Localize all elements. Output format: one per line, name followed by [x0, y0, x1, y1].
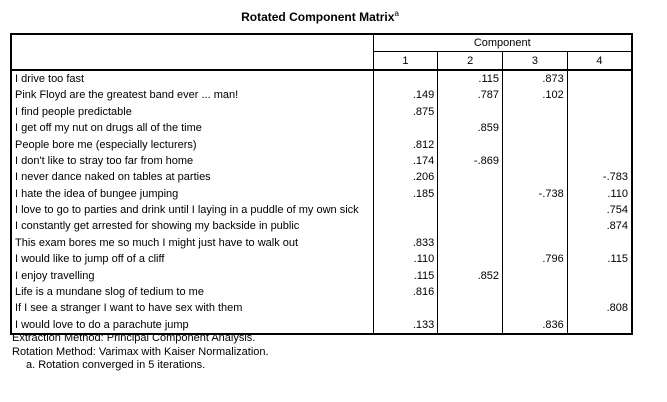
loading-cell-component-1: .206: [373, 169, 438, 185]
loading-cell-component-3: -.738: [503, 186, 568, 202]
column-header-4: 4: [567, 52, 632, 70]
loading-cell-component-4: .808: [567, 300, 632, 316]
table-row: [11, 169, 632, 185]
loading-cell-component-2: .115: [438, 70, 503, 87]
table-row: [11, 87, 632, 103]
column-header-3: 3: [503, 52, 568, 70]
loading-cell-component-1: .149: [373, 87, 438, 103]
row-label: Life is a mundane slog of tedium to me: [11, 284, 373, 300]
loading-cell-component-3: [503, 136, 568, 152]
loading-cell-component-1: .875: [373, 104, 438, 120]
loading-cell-component-2: [438, 169, 503, 185]
loading-cell-component-1: .133: [373, 317, 438, 334]
loading-cell-component-4: [567, 87, 632, 103]
loading-cell-component-3: .102: [503, 87, 568, 103]
loading-cell-component-1: .185: [373, 186, 438, 202]
loading-cell-component-2: [438, 136, 503, 152]
row-label: I would like to jump off of a cliff: [11, 251, 373, 267]
loading-cell-component-1: [373, 120, 438, 136]
loading-cell-component-3: .796: [503, 251, 568, 267]
loading-cell-component-3: [503, 235, 568, 251]
loading-cell-component-3: [503, 300, 568, 316]
loading-cell-component-3: [503, 104, 568, 120]
row-label: I constantly get arrested for showing my backside in public: [11, 218, 373, 234]
loading-cell-component-2: -.869: [438, 153, 503, 169]
component-group-header: Component: [373, 34, 632, 52]
title-footnote-marker: a: [394, 9, 399, 18]
loading-cell-component-1: .812: [373, 136, 438, 152]
loading-cell-component-2: [438, 284, 503, 300]
row-label: I enjoy travelling: [11, 267, 373, 283]
loading-cell-component-3: .836: [503, 317, 568, 334]
table-row: [11, 267, 632, 283]
row-label: I hate the idea of bungee jumping: [11, 186, 373, 202]
row-label: If I see a stranger I want to have sex with them: [11, 300, 373, 316]
loading-cell-component-2: [438, 202, 503, 218]
table-row: [11, 300, 632, 316]
table-row: [11, 70, 632, 87]
loading-cell-component-2: [438, 251, 503, 267]
table-row: [11, 153, 632, 169]
matrix-body: [11, 70, 632, 334]
loading-cell-component-1: .174: [373, 153, 438, 169]
table-footnotes: [12, 332, 269, 373]
table-row: [11, 218, 632, 234]
rotation-method-note: Rotation Method: Varimax with Kaiser Normalization.: [12, 345, 269, 358]
loading-cell-component-4: .754: [567, 202, 632, 218]
rotated-component-matrix: [10, 33, 633, 335]
loading-cell-component-3: [503, 202, 568, 218]
loading-cell-component-2: [438, 186, 503, 202]
loading-cell-component-4: .874: [567, 218, 632, 234]
row-label: This exam bores me so much I might just have to walk out: [11, 235, 373, 251]
loading-cell-component-3: .873: [503, 70, 568, 87]
loading-cell-component-4: [567, 136, 632, 152]
loading-cell-component-4: [567, 153, 632, 169]
loading-cell-component-3: [503, 284, 568, 300]
table-row: [11, 251, 632, 267]
loading-cell-component-4: [567, 120, 632, 136]
column-header-2: 2: [438, 52, 503, 70]
loading-cell-component-4: [567, 317, 632, 334]
row-label: I find people predictable: [11, 104, 373, 120]
loading-cell-component-1: [373, 70, 438, 87]
table-row: [11, 235, 632, 251]
row-label: I never dance naked on tables at parties: [11, 169, 373, 185]
row-label: I drive too fast: [11, 70, 373, 87]
row-label: People bore me (especially lecturers): [11, 136, 373, 152]
table-row: [11, 202, 632, 218]
row-label: I don't like to stray too far from home: [11, 153, 373, 169]
loading-cell-component-1: .110: [373, 251, 438, 267]
loading-cell-component-1: .816: [373, 284, 438, 300]
loading-cell-component-3: [503, 169, 568, 185]
loading-cell-component-1: .115: [373, 267, 438, 283]
loading-cell-component-3: [503, 267, 568, 283]
table-row: [11, 186, 632, 202]
table-row: [11, 136, 632, 152]
loading-cell-component-2: [438, 300, 503, 316]
loading-cell-component-4: .115: [567, 251, 632, 267]
convergence-note: a. Rotation converged in 5 iterations.: [26, 359, 206, 371]
header-row-group: [11, 34, 632, 52]
loading-cell-component-2: [438, 218, 503, 234]
loading-cell-component-3: [503, 153, 568, 169]
row-label: I get off my nut on drugs all of the time: [11, 120, 373, 136]
loading-cell-component-1: .833: [373, 235, 438, 251]
table-row: [11, 120, 632, 136]
table-title: [0, 9, 640, 24]
loading-cell-component-1: [373, 218, 438, 234]
loading-cell-component-2: .859: [438, 120, 503, 136]
table-row: [11, 104, 632, 120]
header-corner-cell: [11, 34, 373, 70]
loading-cell-component-2: [438, 104, 503, 120]
table-title-text: Rotated Component Matrix: [241, 10, 395, 24]
extraction-method-note: Extraction Method: Principal Component Analysis.: [12, 332, 256, 344]
loading-cell-component-4: [567, 235, 632, 251]
loading-cell-component-4: .110: [567, 186, 632, 202]
loading-cell-component-1: [373, 300, 438, 316]
row-label: I would love to do a parachute jump: [11, 317, 373, 334]
loading-cell-component-4: -.783: [567, 169, 632, 185]
column-header-1: 1: [373, 52, 438, 70]
loading-cell-component-4: [567, 104, 632, 120]
loading-cell-component-3: [503, 218, 568, 234]
row-label: I love to go to parties and drink until I laying in a puddle of my own sick: [11, 202, 373, 218]
loading-cell-component-4: [567, 70, 632, 87]
loading-cell-component-2: .852: [438, 267, 503, 283]
loading-cell-component-1: [373, 202, 438, 218]
loading-cell-component-4: [567, 267, 632, 283]
row-label: Pink Floyd are the greatest band ever ... man!: [11, 87, 373, 103]
table-row: [11, 284, 632, 300]
loading-cell-component-2: [438, 317, 503, 334]
loading-cell-component-2: .787: [438, 87, 503, 103]
loading-cell-component-3: [503, 120, 568, 136]
loading-cell-component-4: [567, 284, 632, 300]
loading-cell-component-2: [438, 235, 503, 251]
